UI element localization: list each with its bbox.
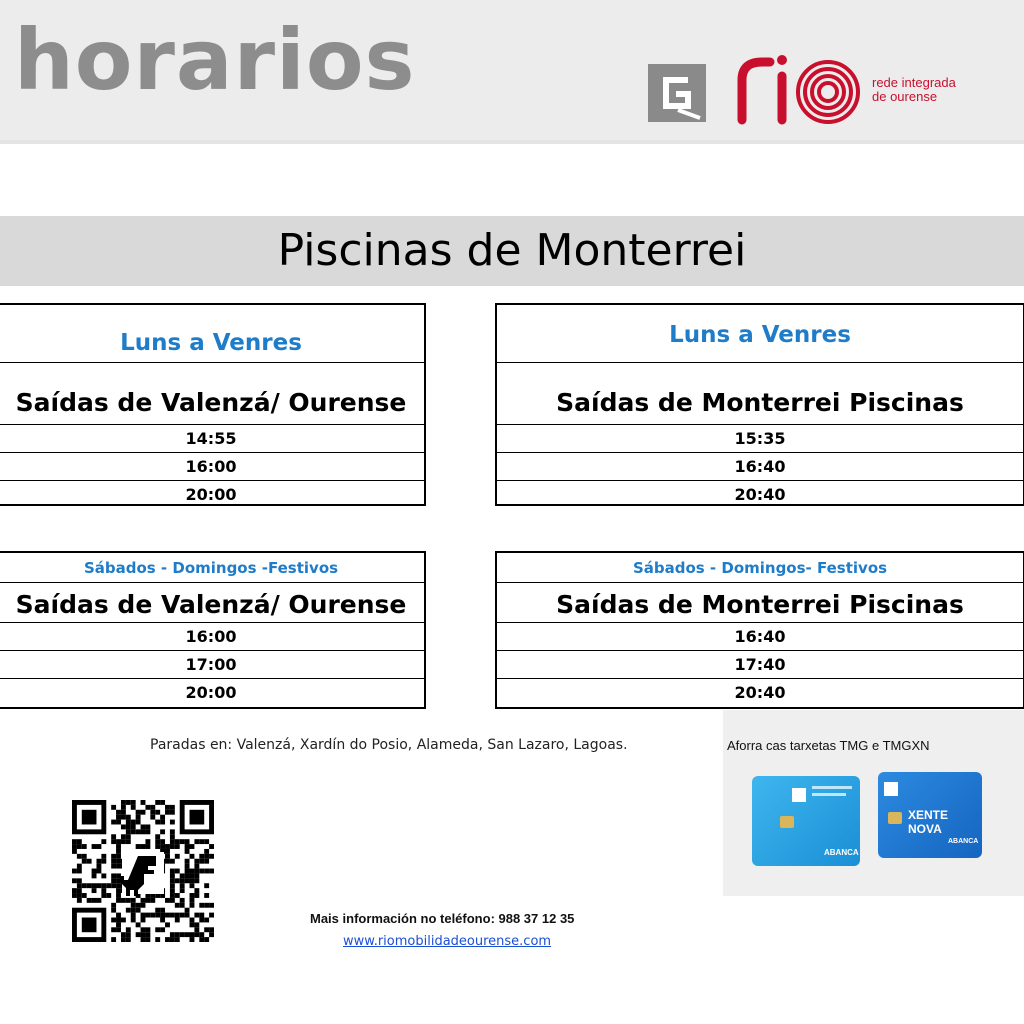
table-row: 20:40 bbox=[497, 480, 1023, 508]
table-row: 20:40 bbox=[497, 678, 1023, 706]
page-title: horarios bbox=[14, 11, 416, 109]
xente-nova-card-image bbox=[878, 772, 982, 858]
contact-info: Mais información no teléfono: 988 37 12 35 bbox=[310, 911, 575, 926]
card-chip-icon bbox=[780, 816, 794, 828]
table-day-label: Luns a Venres bbox=[120, 330, 302, 356]
transport-galicia-logo-icon bbox=[648, 64, 706, 122]
qr-code-icon[interactable] bbox=[72, 800, 214, 946]
table-row: 14:55 bbox=[0, 424, 424, 452]
timetable-weekend-from-monterrei bbox=[495, 551, 1024, 709]
table-day-label: Sábados - Domingos -Festivos bbox=[83, 559, 339, 577]
table-direction: Saídas de Valenzá/ Ourense bbox=[0, 582, 424, 622]
card-logo-icon bbox=[884, 782, 898, 796]
table-row: 16:00 bbox=[0, 622, 424, 650]
table-row: 16:40 bbox=[497, 452, 1023, 480]
rio-logo-icon bbox=[736, 50, 860, 126]
table-row: 16:40 bbox=[497, 622, 1023, 650]
timetable-weekday-from-monterrei bbox=[495, 303, 1024, 506]
header-divider bbox=[0, 140, 1024, 144]
table-row: 20:00 bbox=[0, 678, 424, 706]
route-title: Piscinas de Monterrei bbox=[277, 225, 747, 276]
table-direction: Saídas de Valenzá/ Ourense bbox=[0, 362, 424, 424]
table-row: 15:35 bbox=[497, 424, 1023, 452]
cards-caption: Aforra cas tarxetas TMG e TMGXN bbox=[727, 738, 930, 753]
table-day-label: Sábados - Domingos- Festivos bbox=[632, 559, 888, 577]
tmg-card-image bbox=[752, 776, 860, 866]
card-bank-label: ABANCA bbox=[948, 838, 979, 845]
card-logo-icon bbox=[792, 788, 806, 802]
stops-list: Paradas en: Valenzá, Xardín do Posio, Alameda, San Lazaro, Lagoas. bbox=[150, 737, 628, 753]
table-row: 20:00 bbox=[0, 480, 424, 508]
table-row: 16:00 bbox=[0, 452, 424, 480]
timetable-weekday-from-valenza bbox=[0, 303, 426, 506]
timetable-weekend-from-valenza bbox=[0, 551, 426, 709]
table-day-label: Luns a Venres bbox=[669, 322, 851, 348]
logo-tagline bbox=[872, 76, 956, 104]
card-bank-label: ABANCA bbox=[824, 848, 859, 857]
website-link[interactable]: www.riomobilidadeourense.com bbox=[343, 934, 552, 949]
table-direction: Saídas de Monterrei Piscinas bbox=[497, 582, 1023, 622]
table-row: 17:00 bbox=[0, 650, 424, 678]
table-row: 17:40 bbox=[497, 650, 1023, 678]
table-direction: Saídas de Monterrei Piscinas bbox=[497, 362, 1023, 424]
card-xente-nova-label: XENTE NOVA bbox=[908, 808, 949, 836]
tagline-line-1: rede integrada bbox=[872, 75, 956, 90]
card-chip-icon bbox=[888, 812, 902, 824]
tagline-line-2: de ourense bbox=[872, 89, 938, 104]
